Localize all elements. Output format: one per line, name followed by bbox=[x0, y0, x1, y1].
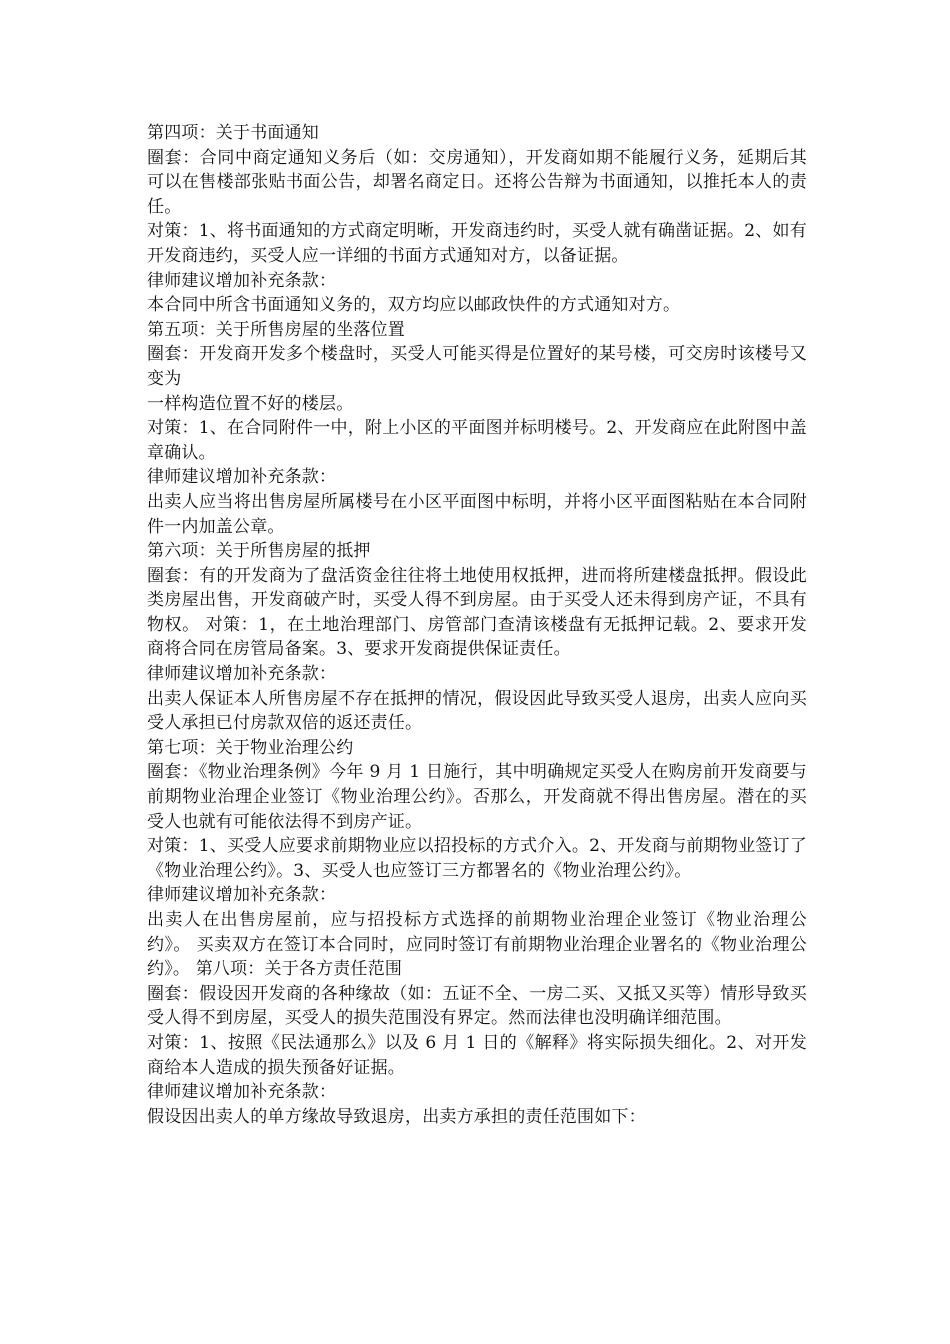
supplementary-clause: 本合同中所含书面通知义务的，双方均应以邮政快件的方式通知对方。 bbox=[147, 295, 681, 316]
supplementary-clause: 出卖人保证本人所售房屋不存在抵押的情况，假设因此导致买受人退房，出卖人应向买受人承担已付房款双倍的返还责任。 bbox=[147, 688, 807, 734]
countermeasure-paragraph: 对策：1、按照《民法通那么》以及 6 月 1 日的《解释》将实际损失细化。2、对开发商给本人造成的损失预备好证据。 bbox=[147, 1032, 807, 1078]
trap-paragraph: 圈套：有的开发商为了盘活资金往往将土地使用权抵押，进而将所建楼盘抵押。假设此类房屋出售，开发商破产时，买受人得不到房屋。由于买受人还未得到房产证，不具有物权。 对策：1，在土地治理部门、房管部门查清该楼盘有无抵押记载。2、要求开发商将合同在房管局备案。3、要求开发商提供保证责任。 bbox=[147, 565, 807, 660]
trap-paragraph: 圈套：《物业治理条例》今年 9 月 1 日施行，其中明确规定买受人在购房前开发商要与前期物业治理企业签订《物业治理公约》。否那么，开发商就不得出售房屋。潜在的买受人也就有可能依法得不到房产证。 bbox=[147, 762, 807, 832]
trap-paragraph: 圈套：开发商开发多个楼盘时，买受人可能买得是位置好的某号楼，可交房时该楼号又变为 bbox=[147, 344, 807, 389]
trap-paragraph: 圈套：假设因开发商的各种缘故（如：五证不全、一房二买、又抵又买等）情形导致买受人得不到房屋，买受人的损失范围没有界定。然而法律也没明确详细范围。 bbox=[147, 983, 807, 1029]
section-heading-6: 第六项：关于所售房屋的抵押 bbox=[147, 541, 371, 562]
trap-paragraph-continued: 一样构造位置不好的楼层。 bbox=[147, 393, 354, 414]
lawyer-suggestion-label: 律师建议增加补充条款： bbox=[147, 1082, 337, 1103]
section-heading-7: 第七项：关于物业治理公约 bbox=[147, 737, 354, 758]
supplementary-clause: 假设因出卖人的单方缘故导致退房，出卖方承担的责任范围如下： bbox=[147, 1106, 646, 1127]
lawyer-suggestion-label: 律师建议增加补充条款： bbox=[147, 664, 337, 685]
section-heading-4: 第四项：关于书面通知 bbox=[147, 123, 319, 143]
document-body bbox=[147, 121, 807, 1129]
lawyer-suggestion-label: 律师建议增加补充条款： bbox=[147, 885, 337, 906]
supplementary-clause: 出卖人应当将出售房屋所属楼号在小区平面图中标明，并将小区平面图粘贴在本合同附件一内加盖公章。 bbox=[147, 491, 807, 537]
countermeasure-paragraph: 对策：1、将书面通知的方式商定明晰，开发商违约时，买受人就有确凿证据。2、如有开发商违约，买受人应一详细的书面方式通知对方，以备证据。 bbox=[147, 221, 807, 266]
section-heading-5: 第五项：关于所售房屋的坐落位置 bbox=[147, 319, 405, 340]
supplementary-clause: 出卖人在出售房屋前，应与招投标方式选择的前期物业治理企业签订《物业治理公约》。 买卖双方在签订本合同时，应同时签订有前期物业治理企业署名的《物业治理公约》。 第八项：关于各方责任范围 bbox=[147, 910, 807, 980]
countermeasure-paragraph: 对策：1、在合同附件一中，附上小区的平面图并标明楼号。2、开发商应在此附图中盖章确认。 bbox=[147, 418, 807, 463]
trap-paragraph: 圈套：合同中商定通知义务后（如：交房通知），开发商如期不能履行义务，延期后其可以在售楼部张贴书面公告，却署名商定日。还将公告辩为书面通知，以推托本人的责任。 bbox=[147, 147, 807, 217]
lawyer-suggestion-label: 律师建议增加补充条款： bbox=[147, 467, 337, 488]
lawyer-suggestion-label: 律师建议增加补充条款： bbox=[147, 270, 337, 291]
countermeasure-paragraph: 对策：1、买受人应要求前期物业应以招投标的方式介入。2、开发商与前期物业签订了《物业治理公约》。3、买受人也应签订三方都署名的《物业治理公约》。 bbox=[147, 836, 807, 881]
